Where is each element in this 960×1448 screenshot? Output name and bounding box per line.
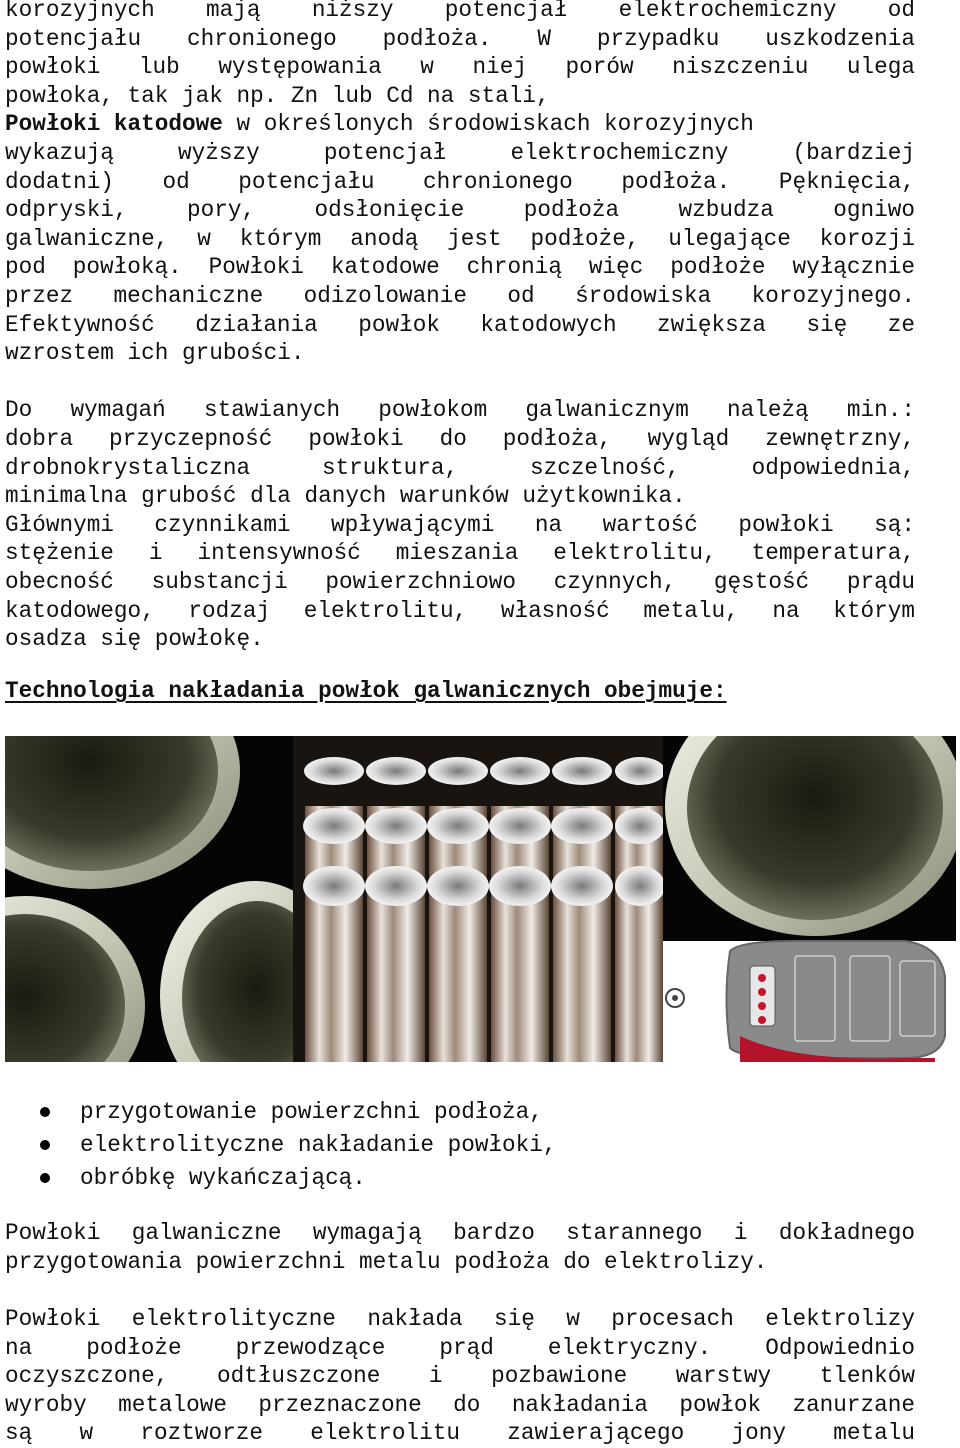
text-line: korozyjnych mają niższy potencjał elektrochemiczny od xyxy=(5,0,915,23)
middle-tubes-photo xyxy=(293,736,665,1062)
tubes-image xyxy=(5,736,956,1062)
paragraph-preparation xyxy=(5,1219,915,1276)
text-line: stężenie i intensywność mieszania elektrolitu, temperatura, xyxy=(5,540,915,567)
tubes-illustration xyxy=(5,736,956,1062)
text-line: wykazują wyższy potencjał elektrochemiczny (bardziej xyxy=(5,139,915,166)
text-line: Powłoki galwaniczne wymagają bardzo starannego i dokładnego xyxy=(5,1220,915,1246)
text-line: są w roztworze elektrolitu zawierającego jony metalu xyxy=(5,1420,915,1447)
list-item-text: elektrolityczne nakładanie powłoki, xyxy=(80,1132,557,1158)
text-line: wzrostem ich grubości. xyxy=(5,340,305,367)
text-line: dobra przyczepność powłoki do podłoża, wygląd zewnętrzny, xyxy=(5,425,915,452)
bullet-icon xyxy=(40,1173,50,1183)
text-line: przez mechaniczne odizolowanie od środowiska korozyjnego. xyxy=(5,282,915,309)
text-line: powłoka, tak jak np. Zn lub Cd na stali, xyxy=(5,82,550,109)
text-line: katodowego, rodzaj elektrolitu, własność metalu, na którym xyxy=(5,597,915,624)
text-line: przygotowania powierzchni metalu podłoża do elektrolizy. xyxy=(5,1248,768,1275)
text-line: Efektywność działania powłok katodowych zwiększa się ze xyxy=(5,311,915,338)
list-item-text: obróbkę wykańczającą. xyxy=(80,1165,366,1191)
list-item xyxy=(0,1096,557,1129)
bullet-icon xyxy=(40,1140,50,1150)
text-line: powłoki lub występowania w niej porów niszczeniu ulega xyxy=(5,54,915,81)
list-item-text: przygotowanie powierzchni podłoża, xyxy=(80,1099,543,1125)
text-line: dodatni) od potencjału chronionego podłoża. Pęknięcia, xyxy=(5,168,915,195)
text-fragment: w określonych środowiskach korozyjnych xyxy=(222,111,754,138)
text-line: potencjału chronionego podłoża. W przypadku uszkodzenia xyxy=(5,25,915,52)
list-item xyxy=(0,1129,557,1162)
text-line: osadza się powłokę. xyxy=(5,626,264,653)
text-line: odpryski, pory, odsłonięcie podłoża wzbudza ogniwo xyxy=(5,197,915,224)
bold-term: Powłoki katodowe xyxy=(5,111,223,138)
section-heading: Technologia nakładania powłok galwanicznych obejmuje: xyxy=(5,678,727,704)
right-tube-photo xyxy=(663,736,956,941)
paragraph-anodic-coatings xyxy=(5,0,915,110)
paragraph-electrolysis xyxy=(5,1305,915,1448)
text-line: Do wymagań stawianych powłokom galwanicznym należą min.: xyxy=(5,397,915,424)
process-steps-list xyxy=(0,1096,557,1195)
text-line: oczyszczone, odtłuszczone i pozbawione warstwy tlenków xyxy=(5,1363,915,1390)
text-line: obecność substancji powierzchniowo czynnych, gęstość prądu xyxy=(5,568,915,595)
text-line xyxy=(5,110,915,139)
list-item xyxy=(0,1162,557,1195)
text-line: Powłoki elektrolityczne nakłada się w procesach elektrolizy xyxy=(5,1306,915,1332)
text-line: minimalna grubość dla danych warunków użytkownika. xyxy=(5,483,686,510)
car-diagram xyxy=(663,941,956,1062)
text-line: wyroby metalowe przeznaczone do nakładania powłok zanurzane xyxy=(5,1391,915,1418)
text-line: Głównymi czynnikami wpływającymi na wartość powłoki są: xyxy=(5,511,915,538)
bullet-icon xyxy=(40,1107,50,1117)
text-line: drobnokrystaliczna struktura, szczelność, odpowiednia, xyxy=(5,454,915,481)
text-line: pod powłoką. Powłoki katodowe chronią więc podłoże wyłącznie xyxy=(5,254,915,281)
paragraph-cathodic-coatings xyxy=(5,110,915,367)
text-line: na podłoże przewodzące prąd elektryczny. Odpowiednio xyxy=(5,1334,915,1361)
paragraph-requirements xyxy=(5,396,915,653)
text-line: galwaniczne, w którym anodą jest podłoże, ulegające korozji xyxy=(5,225,915,252)
